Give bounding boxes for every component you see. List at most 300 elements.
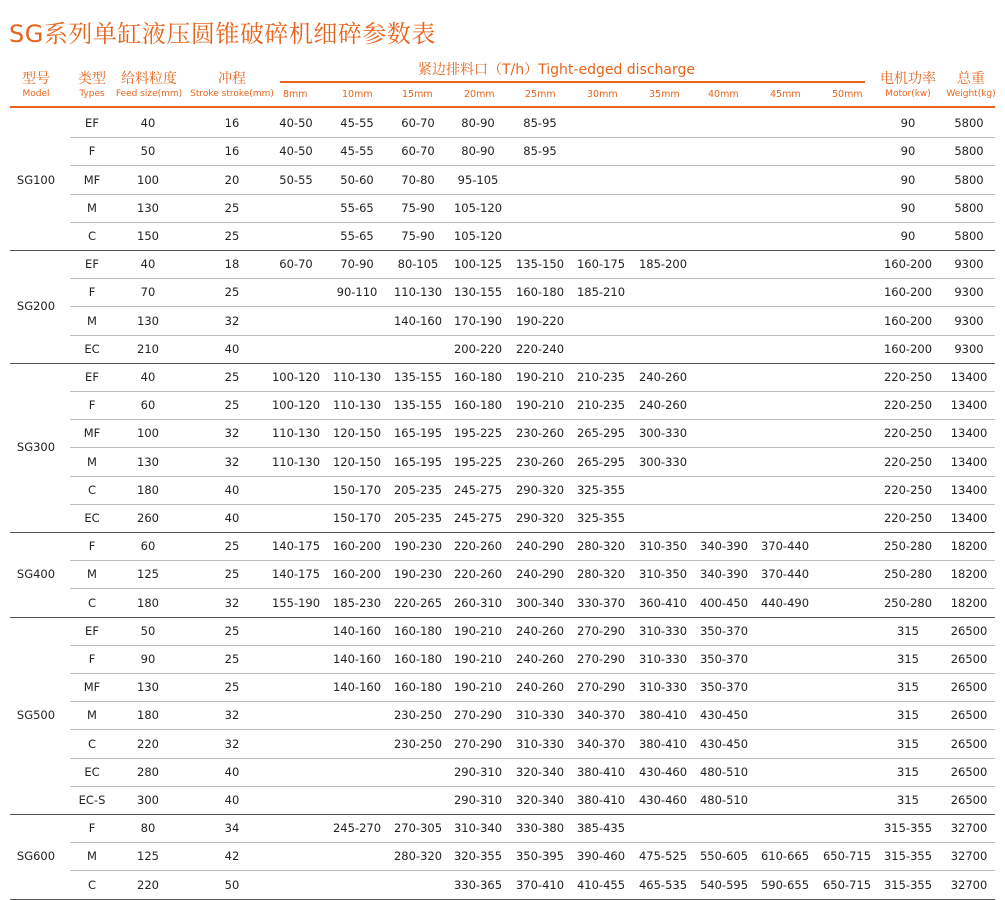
discharge-cell: 230-250 [393,708,443,723]
discharge-cell: 260-310 [453,595,503,610]
discharge-cell: 80-90 [461,144,495,159]
discharge-cell: 350-370 [699,623,749,638]
motor-cell: 90 [900,228,916,243]
discharge-cell: 95-105 [457,172,499,187]
row-divider [70,729,995,730]
discharge-cell: 190-220 [515,313,565,328]
type-cell: MF [83,426,101,441]
stroke-cell: 40 [224,792,240,807]
type-cell: C [87,877,97,892]
motor-cell: 250-280 [883,567,933,582]
feed-size-cell: 125 [137,567,159,582]
discharge-cell: 160-180 [453,398,503,413]
row-divider [70,306,995,307]
stroke-cell: 40 [224,510,240,525]
stroke-cell: 32 [224,595,240,610]
discharge-cell: 140-175 [271,539,321,554]
discharge-cell: 160-180 [393,623,443,638]
motor-cell: 90 [900,200,916,215]
discharge-cell: 80-90 [461,116,495,131]
feed-size-cell: 60 [140,398,156,413]
discharge-cell: 380-410 [576,764,626,779]
discharge-cell: 270-290 [576,680,626,695]
weight-cell: 26500 [950,764,988,779]
discharge-cell: 185-210 [576,285,626,300]
discharge-cell: 140-160 [332,680,382,695]
feed-size-cell: 130 [137,680,159,695]
discharge-cell: 380-410 [576,792,626,807]
model-cell: SG500 [16,708,56,723]
discharge-cell: 265-295 [576,426,626,441]
weight-cell: 9300 [954,285,984,300]
discharge-cell: 340-390 [699,539,749,554]
discharge-cell: 325-355 [576,482,626,497]
motor-cell: 315-355 [883,821,933,836]
stroke-cell: 32 [224,708,240,723]
stroke-cell: 32 [224,313,240,328]
weight-cell: 18200 [950,567,988,582]
feed-size-cell: 130 [137,313,159,328]
feed-size-cell: 50 [140,623,156,638]
motor-cell: 250-280 [883,595,933,610]
discharge-cell: 410-455 [576,877,626,892]
stroke-cell: 32 [224,426,240,441]
discharge-cell: 195-225 [453,454,503,469]
type-cell: C [87,736,97,751]
discharge-cell: 210-235 [576,369,626,384]
discharge-cell: 310-330 [638,623,688,638]
discharge-cell: 60-70 [279,257,313,272]
discharge-cell: 190-210 [453,651,503,666]
discharge-cell: 465-535 [638,877,688,892]
feed-size-cell: 220 [137,877,159,892]
discharge-cell: 80-105 [397,257,439,272]
discharge-cell: 190-210 [515,369,565,384]
stroke-cell: 32 [224,736,240,751]
discharge-size-header: 45mm [770,89,801,100]
type-cell: EF [85,369,99,384]
motor-cell: 315-355 [883,877,933,892]
discharge-cell: 160-180 [515,285,565,300]
weight-cell: 32700 [950,877,988,892]
type-cell: EF [85,257,99,272]
stroke-cell: 40 [224,482,240,497]
discharge-cell: 160-180 [393,680,443,695]
discharge-size-header: 25mm [525,89,556,100]
stroke-cell: 40 [224,764,240,779]
header-discharge: 紧边排料口（T/h）Tight-edged discharge [418,62,696,78]
feed-size-cell: 150 [137,228,159,243]
group-divider [10,814,995,815]
model-cell: SG100 [16,172,56,187]
header-type: 类型 Types [78,71,106,99]
feed-size-cell: 50 [140,144,156,159]
row-divider [70,645,995,646]
discharge-cell: 240-290 [515,539,565,554]
discharge-cell: 430-460 [638,764,688,779]
discharge-cell: 165-195 [393,426,443,441]
feed-size-cell: 80 [140,821,156,836]
discharge-cell: 160-200 [332,567,382,582]
stroke-cell: 16 [224,144,240,159]
motor-cell: 315 [897,680,919,695]
row-divider [70,165,995,166]
discharge-cell: 590-655 [760,877,810,892]
discharge-cell: 270-290 [576,623,626,638]
feed-size-cell: 300 [137,792,159,807]
stroke-cell: 25 [224,398,240,413]
feed-size-cell: 40 [140,116,156,131]
discharge-cell: 240-260 [515,623,565,638]
header-divider [10,106,995,108]
page-title: SG系列单缸液压圆锥破碎机细碎参数表 [9,20,436,48]
discharge-cell: 190-210 [515,398,565,413]
discharge-cell: 240-260 [515,680,565,695]
weight-cell: 5800 [954,172,984,187]
discharge-cell: 310-330 [515,736,565,751]
feed-size-cell: 60 [140,539,156,554]
discharge-cell: 290-310 [453,764,503,779]
row-divider [70,870,995,871]
discharge-cell: 320-355 [453,849,503,864]
weight-cell: 5800 [954,116,984,131]
weight-cell: 5800 [954,200,984,215]
stroke-cell: 25 [224,369,240,384]
discharge-cell: 340-370 [576,736,626,751]
stroke-cell: 32 [224,454,240,469]
discharge-cell: 230-260 [515,454,565,469]
discharge-cell: 230-260 [515,426,565,441]
discharge-cell: 270-305 [393,821,443,836]
weight-cell: 13400 [950,398,988,413]
discharge-cell: 280-320 [576,567,626,582]
stroke-cell: 50 [224,877,240,892]
discharge-cell: 475-525 [638,849,688,864]
type-cell: F [88,651,96,666]
discharge-cell: 55-65 [340,228,374,243]
motor-cell: 220-250 [883,426,933,441]
discharge-cell: 220-265 [393,595,443,610]
discharge-cell: 170-190 [453,313,503,328]
discharge-cell: 130-155 [453,285,503,300]
discharge-cell: 50-60 [340,172,374,187]
discharge-cell: 110-130 [332,369,382,384]
discharge-cell: 185-200 [638,257,688,272]
stroke-cell: 25 [224,228,240,243]
discharge-cell: 140-160 [332,651,382,666]
discharge-cell: 280-320 [576,539,626,554]
discharge-cell: 220-260 [453,567,503,582]
motor-cell: 250-280 [883,539,933,554]
group-divider [10,250,995,251]
discharge-cell: 265-295 [576,454,626,469]
discharge-cell: 160-180 [393,651,443,666]
type-cell: M [87,200,97,215]
discharge-cell: 310-330 [515,708,565,723]
feed-size-cell: 100 [137,426,159,441]
discharge-cell: 85-95 [523,116,557,131]
discharge-cell: 270-290 [576,651,626,666]
discharge-cell: 210-235 [576,398,626,413]
row-divider [70,447,995,448]
discharge-cell: 110-130 [271,426,321,441]
stroke-cell: 18 [224,257,240,272]
discharge-cell: 110-130 [393,285,443,300]
header-weight: 总重 Weight(kg) [946,71,996,99]
discharge-cell: 100-120 [271,369,321,384]
discharge-size-header: 20mm [464,89,495,100]
type-cell: M [87,313,97,328]
header-feed-size: 给料粒度 Feed size(mm) [115,71,183,99]
discharge-cell: 155-190 [271,595,321,610]
weight-cell: 26500 [950,736,988,751]
discharge-cell: 330-365 [453,877,503,892]
discharge-cell: 390-460 [576,849,626,864]
discharge-cell: 240-260 [638,398,688,413]
discharge-size-header: 10mm [342,89,373,100]
discharge-cell: 165-195 [393,454,443,469]
discharge-cell: 650-715 [822,877,872,892]
motor-cell: 315 [897,651,919,666]
discharge-cell: 195-225 [453,426,503,441]
stroke-cell: 34 [224,821,240,836]
discharge-cell: 370-410 [515,877,565,892]
discharge-cell: 100-120 [271,398,321,413]
type-cell: F [88,144,96,159]
discharge-cell: 240-260 [638,369,688,384]
row-divider [70,758,995,759]
row-divider [70,476,995,477]
motor-cell: 315 [897,708,919,723]
discharge-cell: 45-55 [340,144,374,159]
row-divider [70,588,995,589]
discharge-cell: 340-370 [576,708,626,723]
model-cell: SG400 [16,567,56,582]
discharge-cell: 240-260 [515,651,565,666]
header-motor: 电机功率 Motor(kw) [880,71,936,99]
discharge-size-header: 50mm [832,89,863,100]
type-cell: EC [84,764,100,779]
discharge-cell: 110-130 [332,398,382,413]
discharge-cell: 300-330 [638,454,688,469]
discharge-cell: 55-65 [340,200,374,215]
discharge-cell: 440-490 [760,595,810,610]
type-cell: MF [83,172,101,187]
discharge-cell: 310-350 [638,567,688,582]
weight-cell: 26500 [950,792,988,807]
discharge-cell: 105-120 [453,228,503,243]
type-cell: C [87,482,97,497]
discharge-cell: 205-235 [393,510,443,525]
discharge-cell: 70-80 [401,172,435,187]
group-divider [10,899,995,900]
discharge-cell: 40-50 [279,116,313,131]
discharge-cell: 300-330 [638,426,688,441]
discharge-cell: 190-210 [453,680,503,695]
header-model: 型号 Model [22,71,50,99]
row-divider [70,504,995,505]
weight-cell: 13400 [950,426,988,441]
stroke-cell: 25 [224,680,240,695]
discharge-cell: 230-250 [393,736,443,751]
stroke-cell: 25 [224,539,240,554]
discharge-cell: 400-450 [699,595,749,610]
discharge-cell: 245-275 [453,510,503,525]
row-divider [70,419,995,420]
group-divider [10,532,995,533]
type-cell: M [87,849,97,864]
discharge-size-header: 40mm [708,89,739,100]
weight-cell: 26500 [950,623,988,638]
discharge-cell: 75-90 [401,200,435,215]
discharge-cell: 245-275 [453,482,503,497]
motor-cell: 90 [900,144,916,159]
weight-cell: 13400 [950,510,988,525]
feed-size-cell: 70 [140,285,156,300]
feed-size-cell: 210 [137,341,159,356]
feed-size-cell: 130 [137,454,159,469]
discharge-underline [280,81,865,83]
discharge-size-header: 8mm [283,89,308,100]
type-cell: EF [85,623,99,638]
discharge-cell: 370-440 [760,567,810,582]
discharge-cell: 550-605 [699,849,749,864]
discharge-cell: 320-340 [515,792,565,807]
feed-size-cell: 180 [137,595,159,610]
discharge-cell: 430-460 [638,792,688,807]
feed-size-cell: 280 [137,764,159,779]
weight-cell: 9300 [954,341,984,356]
stroke-cell: 25 [224,567,240,582]
discharge-cell: 200-220 [453,341,503,356]
type-cell: F [88,285,96,300]
discharge-cell: 310-330 [638,651,688,666]
discharge-size-header: 30mm [587,89,618,100]
weight-cell: 32700 [950,849,988,864]
discharge-cell: 385-435 [576,821,626,836]
row-divider [70,673,995,674]
motor-cell: 160-200 [883,257,933,272]
discharge-cell: 150-170 [332,482,382,497]
discharge-cell: 190-230 [393,567,443,582]
stroke-cell: 25 [224,200,240,215]
discharge-cell: 290-320 [515,510,565,525]
discharge-cell: 85-95 [523,144,557,159]
discharge-cell: 330-380 [515,821,565,836]
discharge-cell: 220-240 [515,341,565,356]
discharge-cell: 360-410 [638,595,688,610]
discharge-cell: 380-410 [638,736,688,751]
discharge-cell: 350-395 [515,849,565,864]
discharge-cell: 610-665 [760,849,810,864]
group-divider [10,363,995,364]
discharge-cell: 60-70 [401,144,435,159]
discharge-cell: 45-55 [340,116,374,131]
discharge-cell: 480-510 [699,792,749,807]
weight-cell: 9300 [954,313,984,328]
row-divider [70,222,995,223]
row-divider [70,560,995,561]
discharge-cell: 135-155 [393,369,443,384]
discharge-cell: 110-130 [271,454,321,469]
discharge-cell: 105-120 [453,200,503,215]
discharge-cell: 190-210 [453,623,503,638]
discharge-cell: 205-235 [393,482,443,497]
discharge-cell: 240-290 [515,567,565,582]
motor-cell: 315 [897,623,919,638]
discharge-cell: 75-90 [401,228,435,243]
weight-cell: 18200 [950,539,988,554]
motor-cell: 90 [900,116,916,131]
discharge-cell: 350-370 [699,651,749,666]
discharge-cell: 270-290 [453,736,503,751]
stroke-cell: 25 [224,623,240,638]
stroke-cell: 20 [224,172,240,187]
discharge-cell: 160-200 [332,539,382,554]
discharge-cell: 70-90 [340,257,374,272]
feed-size-cell: 40 [140,257,156,272]
type-cell: M [87,567,97,582]
discharge-cell: 50-55 [279,172,313,187]
discharge-cell: 340-390 [699,567,749,582]
discharge-cell: 185-230 [332,595,382,610]
weight-cell: 18200 [950,595,988,610]
discharge-cell: 310-340 [453,821,503,836]
discharge-cell: 325-355 [576,510,626,525]
motor-cell: 220-250 [883,454,933,469]
type-cell: EC [84,341,100,356]
weight-cell: 13400 [950,454,988,469]
discharge-cell: 540-595 [699,877,749,892]
weight-cell: 26500 [950,680,988,695]
row-divider [70,278,995,279]
discharge-cell: 300-340 [515,595,565,610]
discharge-cell: 40-50 [279,144,313,159]
stroke-cell: 25 [224,285,240,300]
type-cell: F [88,821,96,836]
weight-cell: 9300 [954,257,984,272]
discharge-size-header: 15mm [402,89,433,100]
feed-size-cell: 125 [137,849,159,864]
discharge-cell: 320-340 [515,764,565,779]
stroke-cell: 40 [224,341,240,356]
stroke-cell: 42 [224,849,240,864]
feed-size-cell: 90 [140,651,156,666]
motor-cell: 315 [897,764,919,779]
discharge-cell: 350-370 [699,680,749,695]
row-divider [70,194,995,195]
discharge-cell: 650-715 [822,849,872,864]
discharge-cell: 380-410 [638,708,688,723]
weight-cell: 26500 [950,708,988,723]
stroke-cell: 25 [224,651,240,666]
discharge-cell: 160-175 [576,257,626,272]
discharge-cell: 310-330 [638,680,688,695]
header-stroke: 冲程 Stroke stroke(mm) [190,71,274,99]
discharge-cell: 160-180 [453,369,503,384]
model-cell: SG300 [16,440,56,455]
motor-cell: 220-250 [883,482,933,497]
weight-cell: 13400 [950,482,988,497]
feed-size-cell: 40 [140,369,156,384]
discharge-cell: 120-150 [332,426,382,441]
row-divider [70,701,995,702]
discharge-cell: 290-320 [515,482,565,497]
type-cell: EC-S [78,792,106,807]
row-divider [70,335,995,336]
type-cell: C [87,595,97,610]
feed-size-cell: 100 [137,172,159,187]
